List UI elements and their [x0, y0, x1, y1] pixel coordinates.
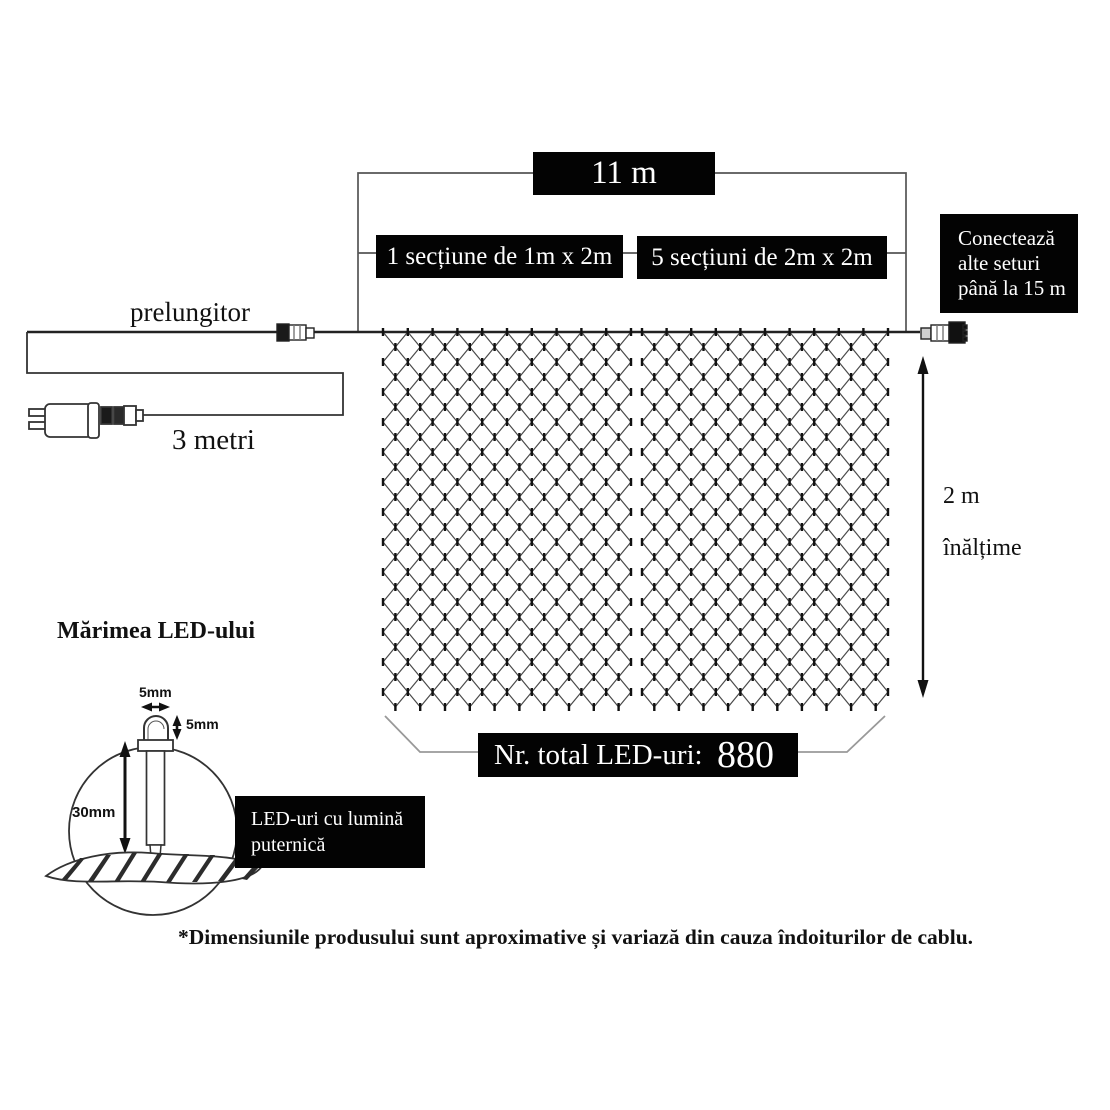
disclaimer-text: *Dimensiunile produsului sunt aproximative și variază din cauza îndoiturilor de cablu. [178, 925, 974, 949]
total-leds-value: 880 [717, 734, 774, 776]
led-note-label [235, 796, 425, 868]
section-right-text: 5 secțiuni de 2m x 2m [651, 243, 873, 271]
led-note-line2: puternică [251, 834, 326, 856]
total-length-text: 11 m [591, 155, 657, 191]
height-label [943, 483, 1022, 561]
led-note-line1: LED-uri cu lumină [251, 808, 404, 830]
extension-cable [27, 332, 343, 415]
total-leds-label: Nr. total LED-uri: [494, 738, 703, 771]
connect-note-label [940, 214, 1078, 313]
height-line2: înălțime [943, 535, 1022, 561]
connect-note-line2: alte seturi [958, 251, 1041, 275]
net-panel-right [642, 328, 888, 711]
led-body-height-arrow [120, 741, 131, 854]
inline-connector-icon [277, 324, 314, 341]
led-width-label: 5mm [139, 684, 172, 700]
section-left-text: 1 secțiune de 1m x 2m [386, 242, 613, 270]
led-width-arrow [141, 703, 170, 712]
connect-note-line1: Conectează [958, 226, 1055, 250]
net-panel-left [383, 328, 631, 711]
led-dome [138, 716, 173, 751]
section-left-label [376, 235, 623, 278]
led-dome-height-label: 5mm [186, 716, 219, 732]
connect-note-line3: până la 15 m [958, 276, 1066, 300]
led-stem [147, 751, 165, 857]
section-right-label [637, 236, 887, 279]
end-connector-icon [921, 322, 967, 343]
led-size-heading: Mărimea LED-ului [57, 618, 255, 644]
height-line1: 2 m [943, 483, 980, 509]
power-plug-icon [29, 403, 143, 438]
twisted-cable-icon [46, 852, 262, 883]
led-body-height-label: 30mm [72, 804, 116, 821]
total-length-label [533, 152, 715, 195]
cable-length-label: 3 metri [172, 424, 255, 456]
height-arrow [918, 356, 929, 698]
extension-label: prelungitor [130, 297, 250, 327]
led-dome-height-arrow [173, 715, 182, 740]
total-leds-label-box [478, 733, 798, 777]
